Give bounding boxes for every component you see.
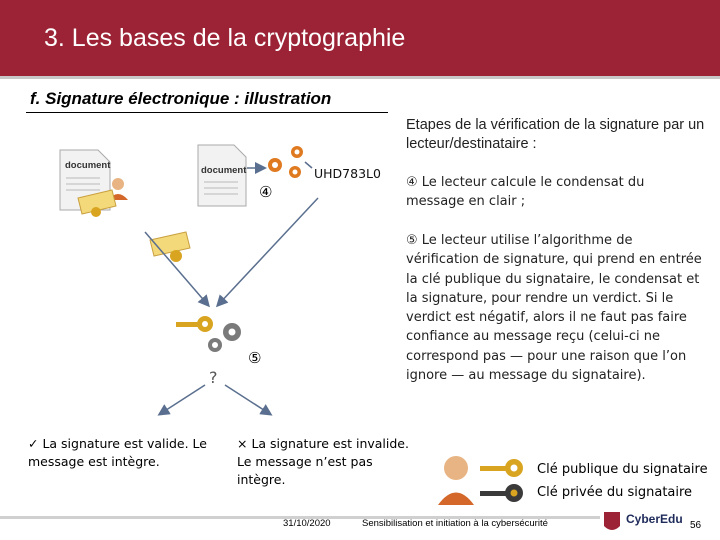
- slide-title: 3. Les bases de la cryptographie: [44, 24, 406, 52]
- signature-scroll-icon-2: [150, 232, 190, 262]
- footer-date: 31/10/2020: [283, 518, 331, 529]
- public-key-icon-center: [176, 316, 213, 332]
- arrow-to-invalid: [225, 385, 270, 414]
- legend-private-key-icon: [480, 484, 523, 502]
- arrow-to-valid: [160, 385, 205, 414]
- arrow-hash-out: [305, 162, 312, 168]
- hash-value: UHD783L0: [314, 166, 381, 181]
- step4-marker: ④: [259, 183, 273, 201]
- result-invalid: × La signature est invalide. Le message n’est pas intègre.: [237, 436, 409, 487]
- steps-title: Etapes de la vérification de la signature par un lecteur/destinataire :: [406, 117, 705, 152]
- document-label-1: document: [65, 160, 111, 171]
- slide-subtitle: f. Signature électronique : illustration: [30, 89, 332, 108]
- legend-avatar-icon: [438, 456, 474, 505]
- step5-marker: ⑤: [248, 349, 262, 367]
- legend-public-key-label: Clé publique du signataire: [537, 462, 708, 477]
- arrow-hash-to-verify: [218, 198, 318, 305]
- verify-gears-icon: [208, 323, 241, 352]
- step4-text: ④ Le lecteur calcule le condensat du message en clair ;: [406, 175, 645, 210]
- cyberedu-logo-icon: [604, 512, 620, 530]
- legend-public-key-icon: [480, 459, 523, 477]
- result-valid: ✓ La signature est valide. Le message est intègre.: [28, 436, 207, 469]
- hash-gears-icon: [268, 146, 303, 178]
- footer-text: Sensibilisation et initiation à la cybersécurité: [362, 518, 548, 529]
- document-label-1-wrap: [60, 150, 110, 170]
- footer-brand: CyberEdu: [626, 512, 683, 526]
- step5-text: ⑤ Le lecteur utilise l’algorithme de vérification de signature, qui prend en entrée la clé publique du signataire, le condensat et la signature, pour rendre un verdict. Si le verdict est négatif, alors il ne faut pas faire confiance au message reçu (celui-ci ne correspond pas — pour une raison que l’on ignore — au message du signataire).: [406, 233, 702, 384]
- document-label-2: document: [201, 165, 247, 176]
- question-mark: ?: [209, 368, 218, 387]
- legend-private-key-label: Clé privée du signataire: [537, 485, 693, 500]
- page-number: 56: [690, 520, 702, 531]
- document-label-2-wrap: [196, 155, 246, 175]
